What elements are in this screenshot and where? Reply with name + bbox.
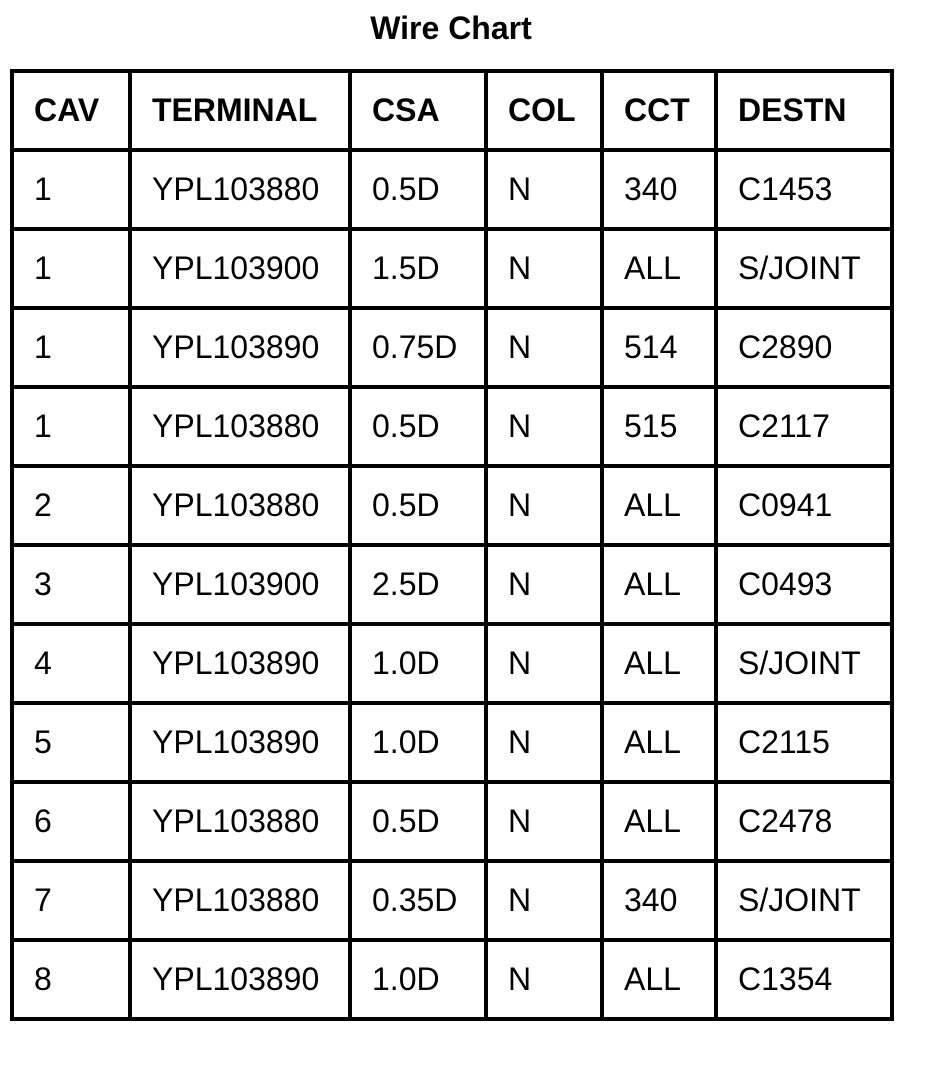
table-row: [12, 308, 892, 387]
page-title: Wire Chart: [370, 10, 532, 46]
cell-destn: C2115: [716, 703, 892, 782]
cell-cct: 340: [602, 150, 716, 229]
cell-terminal: YPL103880: [130, 782, 350, 861]
cell-cct: ALL: [602, 703, 716, 782]
column-header-terminal: TERMINAL: [130, 71, 350, 150]
cell-cct: 340: [602, 861, 716, 940]
cell-destn: C1354: [716, 940, 892, 1019]
cell-terminal: YPL103880: [130, 150, 350, 229]
table-body: [12, 150, 892, 1019]
cell-destn: C2117: [716, 387, 892, 466]
cell-destn: C0941: [716, 466, 892, 545]
table-row: [12, 703, 892, 782]
cell-cav: 1: [12, 229, 130, 308]
cell-col: N: [486, 308, 602, 387]
cell-cav: 7: [12, 861, 130, 940]
cell-destn: S/JOINT: [716, 229, 892, 308]
cell-csa: 0.5D: [350, 782, 486, 861]
cell-cct: ALL: [602, 229, 716, 308]
cell-csa: 0.5D: [350, 387, 486, 466]
table-row: [12, 545, 892, 624]
cell-destn: C2478: [716, 782, 892, 861]
cell-csa: 1.0D: [350, 703, 486, 782]
cell-terminal: YPL103890: [130, 940, 350, 1019]
cell-destn: C2890: [716, 308, 892, 387]
cell-cct: ALL: [602, 940, 716, 1019]
cell-destn: S/JOINT: [716, 861, 892, 940]
cell-cav: 1: [12, 387, 130, 466]
cell-terminal: YPL103880: [130, 861, 350, 940]
table-row: [12, 782, 892, 861]
table-row: [12, 466, 892, 545]
cell-csa: 0.5D: [350, 150, 486, 229]
wire-chart-table: [10, 69, 894, 1021]
column-header-cav: CAV: [12, 71, 130, 150]
cell-cct: ALL: [602, 466, 716, 545]
cell-cct: ALL: [602, 624, 716, 703]
table-row: [12, 229, 892, 308]
cell-terminal: YPL103900: [130, 545, 350, 624]
cell-col: N: [486, 466, 602, 545]
cell-terminal: YPL103890: [130, 308, 350, 387]
cell-csa: 0.35D: [350, 861, 486, 940]
cell-cct: ALL: [602, 545, 716, 624]
cell-cav: 6: [12, 782, 130, 861]
table-header-row: [12, 71, 892, 150]
column-header-csa: CSA: [350, 71, 486, 150]
cell-terminal: YPL103890: [130, 703, 350, 782]
cell-csa: 0.5D: [350, 466, 486, 545]
cell-cav: 2: [12, 466, 130, 545]
cell-cct: 514: [602, 308, 716, 387]
cell-col: N: [486, 624, 602, 703]
cell-col: N: [486, 703, 602, 782]
column-header-cct: CCT: [602, 71, 716, 150]
cell-terminal: YPL103900: [130, 229, 350, 308]
cell-col: N: [486, 229, 602, 308]
table-row: [12, 861, 892, 940]
cell-cct: 515: [602, 387, 716, 466]
cell-col: N: [486, 782, 602, 861]
cell-terminal: YPL103880: [130, 466, 350, 545]
cell-destn: S/JOINT: [716, 624, 892, 703]
cell-cav: 8: [12, 940, 130, 1019]
cell-destn: C0493: [716, 545, 892, 624]
column-header-col: COL: [486, 71, 602, 150]
cell-cav: 3: [12, 545, 130, 624]
cell-cav: 1: [12, 308, 130, 387]
cell-cct: ALL: [602, 782, 716, 861]
cell-cav: 5: [12, 703, 130, 782]
cell-terminal: YPL103880: [130, 387, 350, 466]
cell-col: N: [486, 940, 602, 1019]
cell-cav: 4: [12, 624, 130, 703]
cell-col: N: [486, 861, 602, 940]
cell-csa: 1.0D: [350, 940, 486, 1019]
cell-col: N: [486, 545, 602, 624]
cell-cav: 1: [12, 150, 130, 229]
cell-csa: 2.5D: [350, 545, 486, 624]
table-row: [12, 940, 892, 1019]
table-row: [12, 387, 892, 466]
cell-csa: 0.75D: [350, 308, 486, 387]
table-row: [12, 150, 892, 229]
cell-col: N: [486, 387, 602, 466]
cell-terminal: YPL103890: [130, 624, 350, 703]
table-row: [12, 624, 892, 703]
column-header-destn: DESTN: [716, 71, 892, 150]
cell-csa: 1.5D: [350, 229, 486, 308]
cell-col: N: [486, 150, 602, 229]
cell-destn: C1453: [716, 150, 892, 229]
cell-csa: 1.0D: [350, 624, 486, 703]
